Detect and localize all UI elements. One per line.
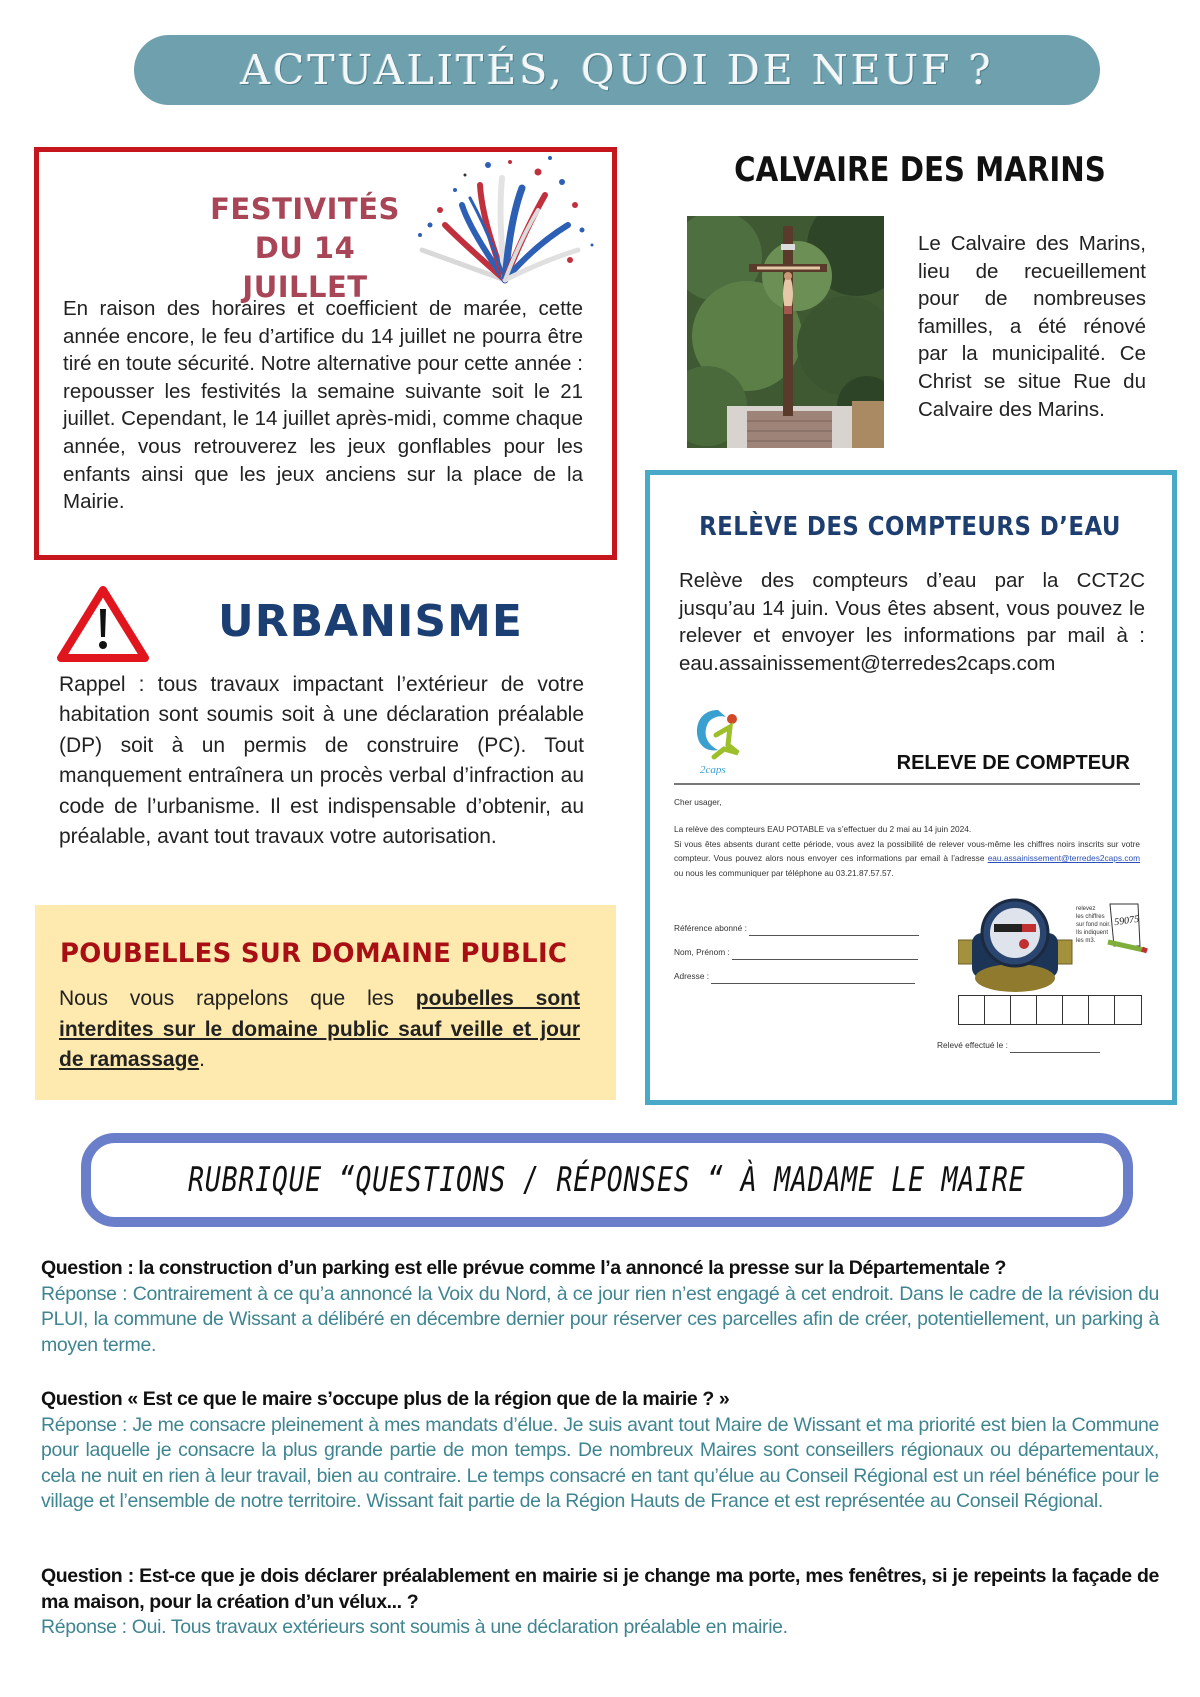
- warning-triangle-icon: [57, 585, 149, 663]
- calvaire-body: Le Calvaire des Marins, lieu de recueillement pour de nombreuses familles, a été rénové par la municipalité. Ce Christ se situe Rue du Calvaire des Marins.: [918, 232, 1146, 421]
- digit-box[interactable]: [1063, 996, 1089, 1024]
- qa-question: Question : la construction d’un parking est elle prévue comme l’a annoncé la presse sur la Départementale ?: [41, 1257, 1006, 1279]
- fireworks-icon: [410, 150, 600, 290]
- digit-box[interactable]: [1089, 996, 1115, 1024]
- field-releve-date[interactable]: [937, 1038, 1100, 1053]
- form-divider: [674, 783, 1140, 785]
- festivites-body: En raison des horaires et coefficient de marée, cette année encore, le feu d’artifice du 14 juillet ne pourra être tiré en toute sécurité. Notre alternative pour cette année : repousser les festivités la semaine suivante soit le 21 juillet. Cependant, le 14 juillet après-midi, comme chaque année, vous retrouverez les jeux gonflables pour les enfants ainsi que les jeux anciens sur la place de la Mairie.: [63, 297, 583, 514]
- calvary-cross-photo: [687, 216, 884, 448]
- field-adresse[interactable]: [674, 969, 915, 984]
- digit-box[interactable]: [959, 996, 985, 1024]
- qa-item: [41, 1564, 1159, 1641]
- form-line1: La relève des compteurs EAU POTABLE va s’effectuer du 2 mai au 14 juin 2024.: [674, 824, 972, 834]
- svg-text:sur fond noir.: sur fond noir.: [1076, 922, 1111, 928]
- poubelles-body-end: .: [199, 1048, 205, 1071]
- urbanisme-body: Rappel : tous travaux impactant l’extérieur de votre habitation sont soumis soit à une déclaration préalable (DP) soit à un permis de construire (PC). Tout manquement entraînera un procès verbal d’infraction au code de l’urbanisme. Il est indispensable d’obtenir, au préalable, avant tout travaux votre autorisation.: [59, 673, 584, 849]
- digit-box[interactable]: [1115, 996, 1141, 1024]
- qa-answer: Réponse : Contrairement à ce qu’a annoncé la Voix du Nord, à ce jour rien n’est engagé à cet endroit. Dans le cadre de la révision du PLUI, la commune de Wissant a délibéré en décembre dernier pour réserver ces parcelles afin de créer, potentiellement, un parking à moyen terme.: [41, 1282, 1159, 1356]
- digit-box[interactable]: [1011, 996, 1037, 1024]
- poubelles-body-bold: poubelles sont interdites sur le domaine public sauf veille et jour de ramassage: [59, 987, 580, 1071]
- festivites-title-line2: DU 14 JUILLET: [242, 231, 368, 304]
- festivites-title-line1: FESTIVITÉS: [210, 192, 400, 226]
- svg-text:les chiffres: les chiffres: [1076, 914, 1105, 920]
- form-email-link[interactable]: eau.assainissement@terredes2caps.com: [987, 853, 1140, 863]
- field-reference-line[interactable]: [749, 926, 919, 936]
- page-banner: [134, 35, 1100, 105]
- field-reference-abonne[interactable]: [674, 921, 919, 936]
- qa-banner: [81, 1133, 1133, 1227]
- calvaire-title: CALVAIRE DES MARINS: [734, 150, 1106, 190]
- water-meter-icon: [958, 898, 1148, 998]
- svg-text:2caps: 2caps: [700, 764, 726, 775]
- qa-title: RUBRIQUE “QUESTIONS / RÉPONSES “ À MADAME LE MAIRE: [188, 1160, 1026, 1200]
- urbanisme-title: URBANISME: [218, 596, 523, 647]
- field-nom-prenom[interactable]: [674, 945, 918, 960]
- digit-box[interactable]: [1037, 996, 1063, 1024]
- qa-answer: Réponse : Oui. Tous travaux extérieurs sont soumis à une déclaration préalable en mairie.: [41, 1616, 788, 1639]
- field-date-label: Relevé effectué le :: [937, 1040, 1008, 1050]
- form-greeting: Cher usager,: [674, 797, 722, 807]
- meter-digit-boxes[interactable]: [958, 995, 1142, 1025]
- qa-item: [41, 1387, 1159, 1515]
- form-body: [674, 822, 1140, 880]
- field-address-line[interactable]: [711, 974, 915, 984]
- qa-item: [41, 1256, 1159, 1358]
- field-address-label: Adresse :: [674, 971, 710, 981]
- form-line2-text: Si vous êtes absents durant cette période, vous avez la possibilité de relever vous-même les chiffres noirs inscrits sur votre compteur. Vous pouvez alors nous envoyer ces informations par email à l’adresse: [674, 838, 1140, 863]
- qa-question: Question « Est ce que le maire s’occupe plus de la région que de la mairie ? »: [41, 1388, 730, 1410]
- field-name-label: Nom, Prénom :: [674, 947, 730, 957]
- poubelles-body-intro: Nous vous rappelons que les: [59, 987, 416, 1010]
- form-line2: [674, 837, 1140, 881]
- field-date-line[interactable]: [1010, 1043, 1100, 1053]
- festivites-title: [190, 190, 420, 307]
- poubelles-title: POUBELLES SUR DOMAINE PUBLIC: [60, 938, 568, 969]
- field-reference-label: Référence abonné :: [674, 923, 747, 933]
- field-name-line[interactable]: [732, 950, 918, 960]
- svg-text:les m3.: les m3.: [1076, 938, 1096, 944]
- digit-box[interactable]: [985, 996, 1011, 1024]
- qa-question: Question : Est-ce que je dois déclarer préalablement en mairie si je change ma porte, mes fenêtres, si je repeints la façade de ma maison, pour la création d’un vélux... ?: [41, 1565, 1159, 1613]
- svg-text:relevez: relevez: [1076, 906, 1096, 912]
- poubelles-body: [59, 984, 580, 1076]
- svg-text:59075: 59075: [1113, 913, 1140, 929]
- releve-body: Relève des compteurs d’eau par la CCT2C jusqu’au 14 juin. Vous êtes absent, vous pouvez le relever et envoyer les informations par mail à : eau.assainissement@terredes2caps.com: [679, 569, 1145, 675]
- svg-text:Ils indiquent: Ils indiquent: [1076, 930, 1109, 936]
- form-line3-text: ou nous les communiquer par téléphone au 03.21.87.57.57.: [674, 867, 894, 878]
- page-title: ACTUALITÉS, QUOI DE NEUF ?: [240, 46, 994, 94]
- terre-des-2caps-logo-icon: [688, 705, 748, 775]
- releve-title: RELÈVE DES COMPTEURS D’EAU: [699, 512, 1121, 542]
- qa-answer: Réponse : Je me consacre pleinement à mes mandats d’élue. Je suis avant tout Maire de Wissant et ma priorité est bien la Commune pour laquelle je consacre la plus grande partie de mon temps. De nombreux Maires sont conseillers régionaux ou départementaux, cela ne nuit en rien à leur travail, bien au contraire. Le temps consacré en tant qu’élue au Conseil Régional est un réel bénéfice pour le village et l’ensemble de notre territoire. Wissant fait partie de la Région Hauts de France et est représentée au Conseil Régional.: [41, 1413, 1159, 1513]
- form-heading: RELEVE DE COMPTEUR: [896, 752, 1130, 774]
